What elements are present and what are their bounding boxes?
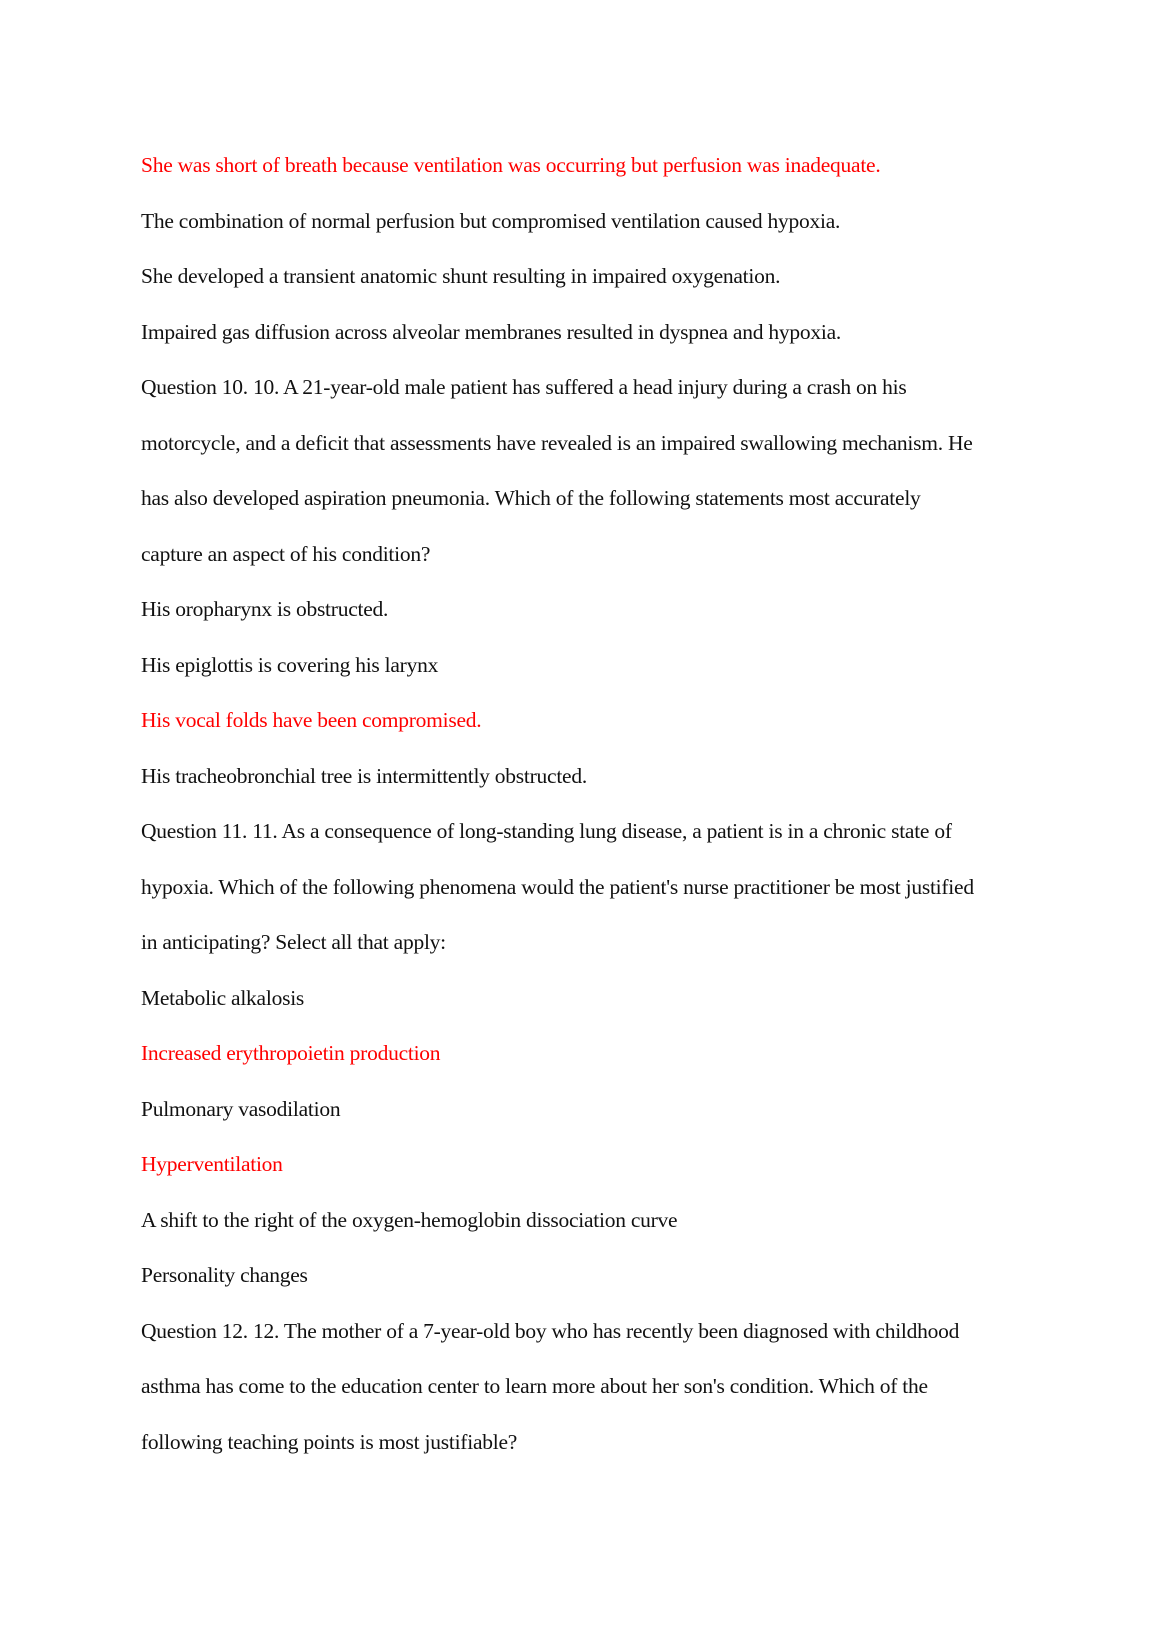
question-11-text: Question 11. 11. As a consequence of long-standing lung disease, a patient is in a chronic state of <box>141 819 952 843</box>
question-10-text: capture an aspect of his condition? <box>141 541 431 566</box>
answer-option-correct: His vocal folds have been compromised. <box>141 708 482 732</box>
question-11-text: in anticipating? Select all that apply: <box>141 930 446 954</box>
answer-option-correct: Increased erythropoietin production <box>141 1041 441 1065</box>
answer-option-correct: Hyperventilation <box>141 1152 283 1176</box>
answer-option: Personality changes <box>141 1263 308 1287</box>
question-11-text: hypoxia. Which of the following phenomena would the patient's nurse practitioner be most justified <box>141 874 974 899</box>
question-10-text: Question 10. 10. A 21-year-old male patient has suffered a head injury during a crash on his <box>141 375 907 399</box>
answer-option: She developed a transient anatomic shunt resulting in impaired oxygenation. <box>141 264 781 288</box>
answer-option: His oropharynx is obstructed. <box>141 597 389 621</box>
answer-option: A shift to the right of the oxygen-hemoglobin dissociation curve <box>141 1207 678 1232</box>
answer-option: His tracheobronchial tree is intermittently obstructed. <box>141 763 587 788</box>
answer-option: Impaired gas diffusion across alveolar membranes resulted in dyspnea and hypoxia. <box>141 319 841 344</box>
answer-option: The combination of normal perfusion but compromised ventilation caused hypoxia. <box>141 208 841 233</box>
question-12-text: Question 12. 12. The mother of a 7-year-old boy who has recently been diagnosed with childhood <box>141 1318 960 1343</box>
question-10-text: has also developed aspiration pneumonia. Which of the following statements most accurately <box>141 486 921 510</box>
question-12-text: asthma has come to the education center to learn more about her son's condition. Which of the <box>141 1374 928 1398</box>
question-12-text: following teaching points is most justifiable? <box>141 1429 518 1454</box>
document-body <box>141 138 1021 1470</box>
answer-option: His epiglottis is covering his larynx <box>141 652 439 677</box>
question-10-text: motorcycle, and a deficit that assessments have revealed is an impaired swallowing mechanism. He <box>141 430 973 455</box>
answer-option: Pulmonary vasodilation <box>141 1096 341 1121</box>
answer-option-correct: She was short of breath because ventilation was occurring but perfusion was inadequate. <box>141 153 881 177</box>
answer-option: Metabolic alkalosis <box>141 985 305 1010</box>
